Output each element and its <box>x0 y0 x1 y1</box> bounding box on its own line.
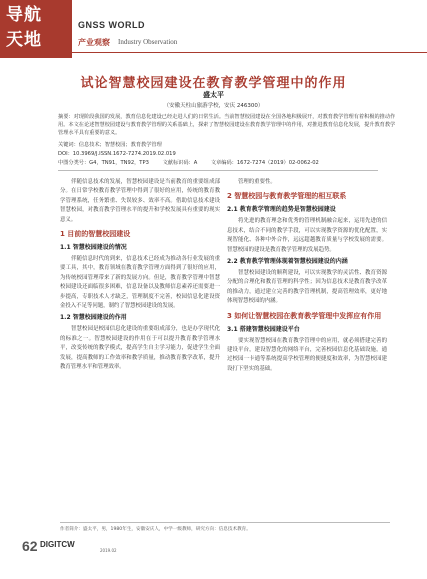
meta-divider <box>58 170 378 171</box>
page-number: 62 <box>22 538 38 554</box>
footnote-divider <box>60 522 390 523</box>
subsection-heading: 2.1 教育教学管理的趋势是智慧校园建设 <box>227 206 336 214</box>
issue-date: 2019.02 <box>100 548 117 553</box>
section-heading: 1 目前的智慧校园建设 <box>60 230 131 239</box>
header-title-line1: 导航 <box>6 5 42 25</box>
left-column <box>60 178 220 375</box>
magazine-name: GNSS WORLD <box>78 20 145 30</box>
author: 盛太平 <box>203 91 224 99</box>
brand-logo: DIGITCW <box>40 540 75 549</box>
right-column <box>227 178 387 376</box>
body-paragraph: 智慧校园是校园信息化建设的重要组成部分，也是办学现代化的标准之一。智慧校园建设的作用在于可以提升教育教学管理水平，改变传统的教学模式，提高学生自主学习能力，促进学生全面发展，提高教师的工作效率和教学质量，推动教育教学改革，提升教育管理水平和管理效率。 <box>60 326 220 371</box>
body-paragraph: 智慧校园建设的顺利建设，可以实现教学的灵活性、教育资源分配的合理化和教育管理的科学性；因为信息技术是教育教学改革的推动力，通过建立完善的教学管理机制，提高管理效率，更好地体现智慧校园的内涵。 <box>227 270 387 305</box>
classification-row <box>58 159 398 166</box>
abstract: 摘要：对现阶段我国的发展，教育信息化建设已经走进人们的日常生活。当前智慧校园建设在全国各地积极展开，对教育教学管理有着积极的推动作用。本文在论述智慧校园建设与教育教学管理的关系基础上，探索了智慧校园建设在教育教学管理中的作用，对推进教育信息化发展，提升教育教学管理水平具有重要的意义。 <box>58 114 396 136</box>
section-heading: 2 智慧校园与教育教学管理的相互联系 <box>227 192 347 201</box>
header-divider <box>72 52 427 53</box>
doi: DOI：10.3969/J.ISSN.1672-7274.2019.02.019 <box>58 151 176 157</box>
doc-code: 文献标识码：A <box>162 160 198 166</box>
article-number: 文章编码：1672-7274（2019）02-0062-02 <box>210 160 319 166</box>
body-paragraph: 伴随信息时代的到来，信息技术已经成为推动各行业发展的重要工具，其中，教育领域在教育教学管理方面得到了很好的应用，为传统校园管理带来了新的发展方向。但是，教育教学管理中智慧校园建设还面临很多困难，信息设备以及教师信息素养还需要进一步提高，专职技术人才缺乏，管理制度不完善，校园信息化建设资金投入不足等问题，制约了智慧校园建设的发展。 <box>60 256 220 310</box>
affiliation: （安徽天柱山旅游学校，安庆 246300） <box>163 103 264 109</box>
body-paragraph: 将先进的教育理念和优秀的管理机制融合起来，运用先进的信息技术，结合不同的教学手段，可以实现教学资源的优化配置，实现智能化、各种中外合作，远远超越教育质量与学校发展的需要。智慧校园的建设是教育教学管理的发展趋势。 <box>227 218 387 253</box>
footnote: 作者简介：盛太平，男，1980年生，安徽安庆人，中学一级教师，研究方向：信息技术教育。 <box>60 527 251 532</box>
keywords: 关键词：信息技术；智慧校园；教育教学管理 <box>58 142 162 148</box>
paper-title: 试论智慧校园建设在教育教学管理中的作用 <box>80 76 347 91</box>
header-title-line2: 天地 <box>6 30 42 50</box>
section-en: Industry Observation <box>118 38 178 46</box>
body-paragraph: 要实现智慧校园在教育教学管理中的应用，就必须搭建完善的建设平台，建设智慧化的网络平台，完善校园信息化基础设施，通过校园一卡通等系统提高学校管理的便捷度和效率，为智慧校园建设打下坚实的基础。 <box>227 337 387 372</box>
subsection-heading: 2.2 教育教学管理体现着智慧校园建设的内涵 <box>227 258 348 266</box>
section-heading: 3 如何让智慧校园在教育教学管理中发挥应有作用 <box>227 311 382 320</box>
subsection-heading: 3.1 搭建智慧校园建设平台 <box>227 325 300 333</box>
body-paragraph: 伴随信息技术的发展，智慧校园建设是当前教育的重要组成部分。在日常学校教育教学管理中得到了很好的应用，传统的教育教学管理系统，任务繁重、失误较多、效率不高。借助信息技术建设智慧校园，对教育教学管理水平的提升和学校发展具有重要的现实意义。 <box>60 179 220 223</box>
subsection-heading: 1.2 智慧校园建设的作用 <box>60 314 127 322</box>
clc-code: 中图分类号：G4，TN91，TN92，TP3 <box>58 160 149 166</box>
subsection-heading: 1.1 智慧校园建设的情况 <box>60 244 127 252</box>
section-cn: 产业观察 <box>78 38 110 47</box>
body-paragraph: 管理的重要性。 <box>238 179 276 185</box>
